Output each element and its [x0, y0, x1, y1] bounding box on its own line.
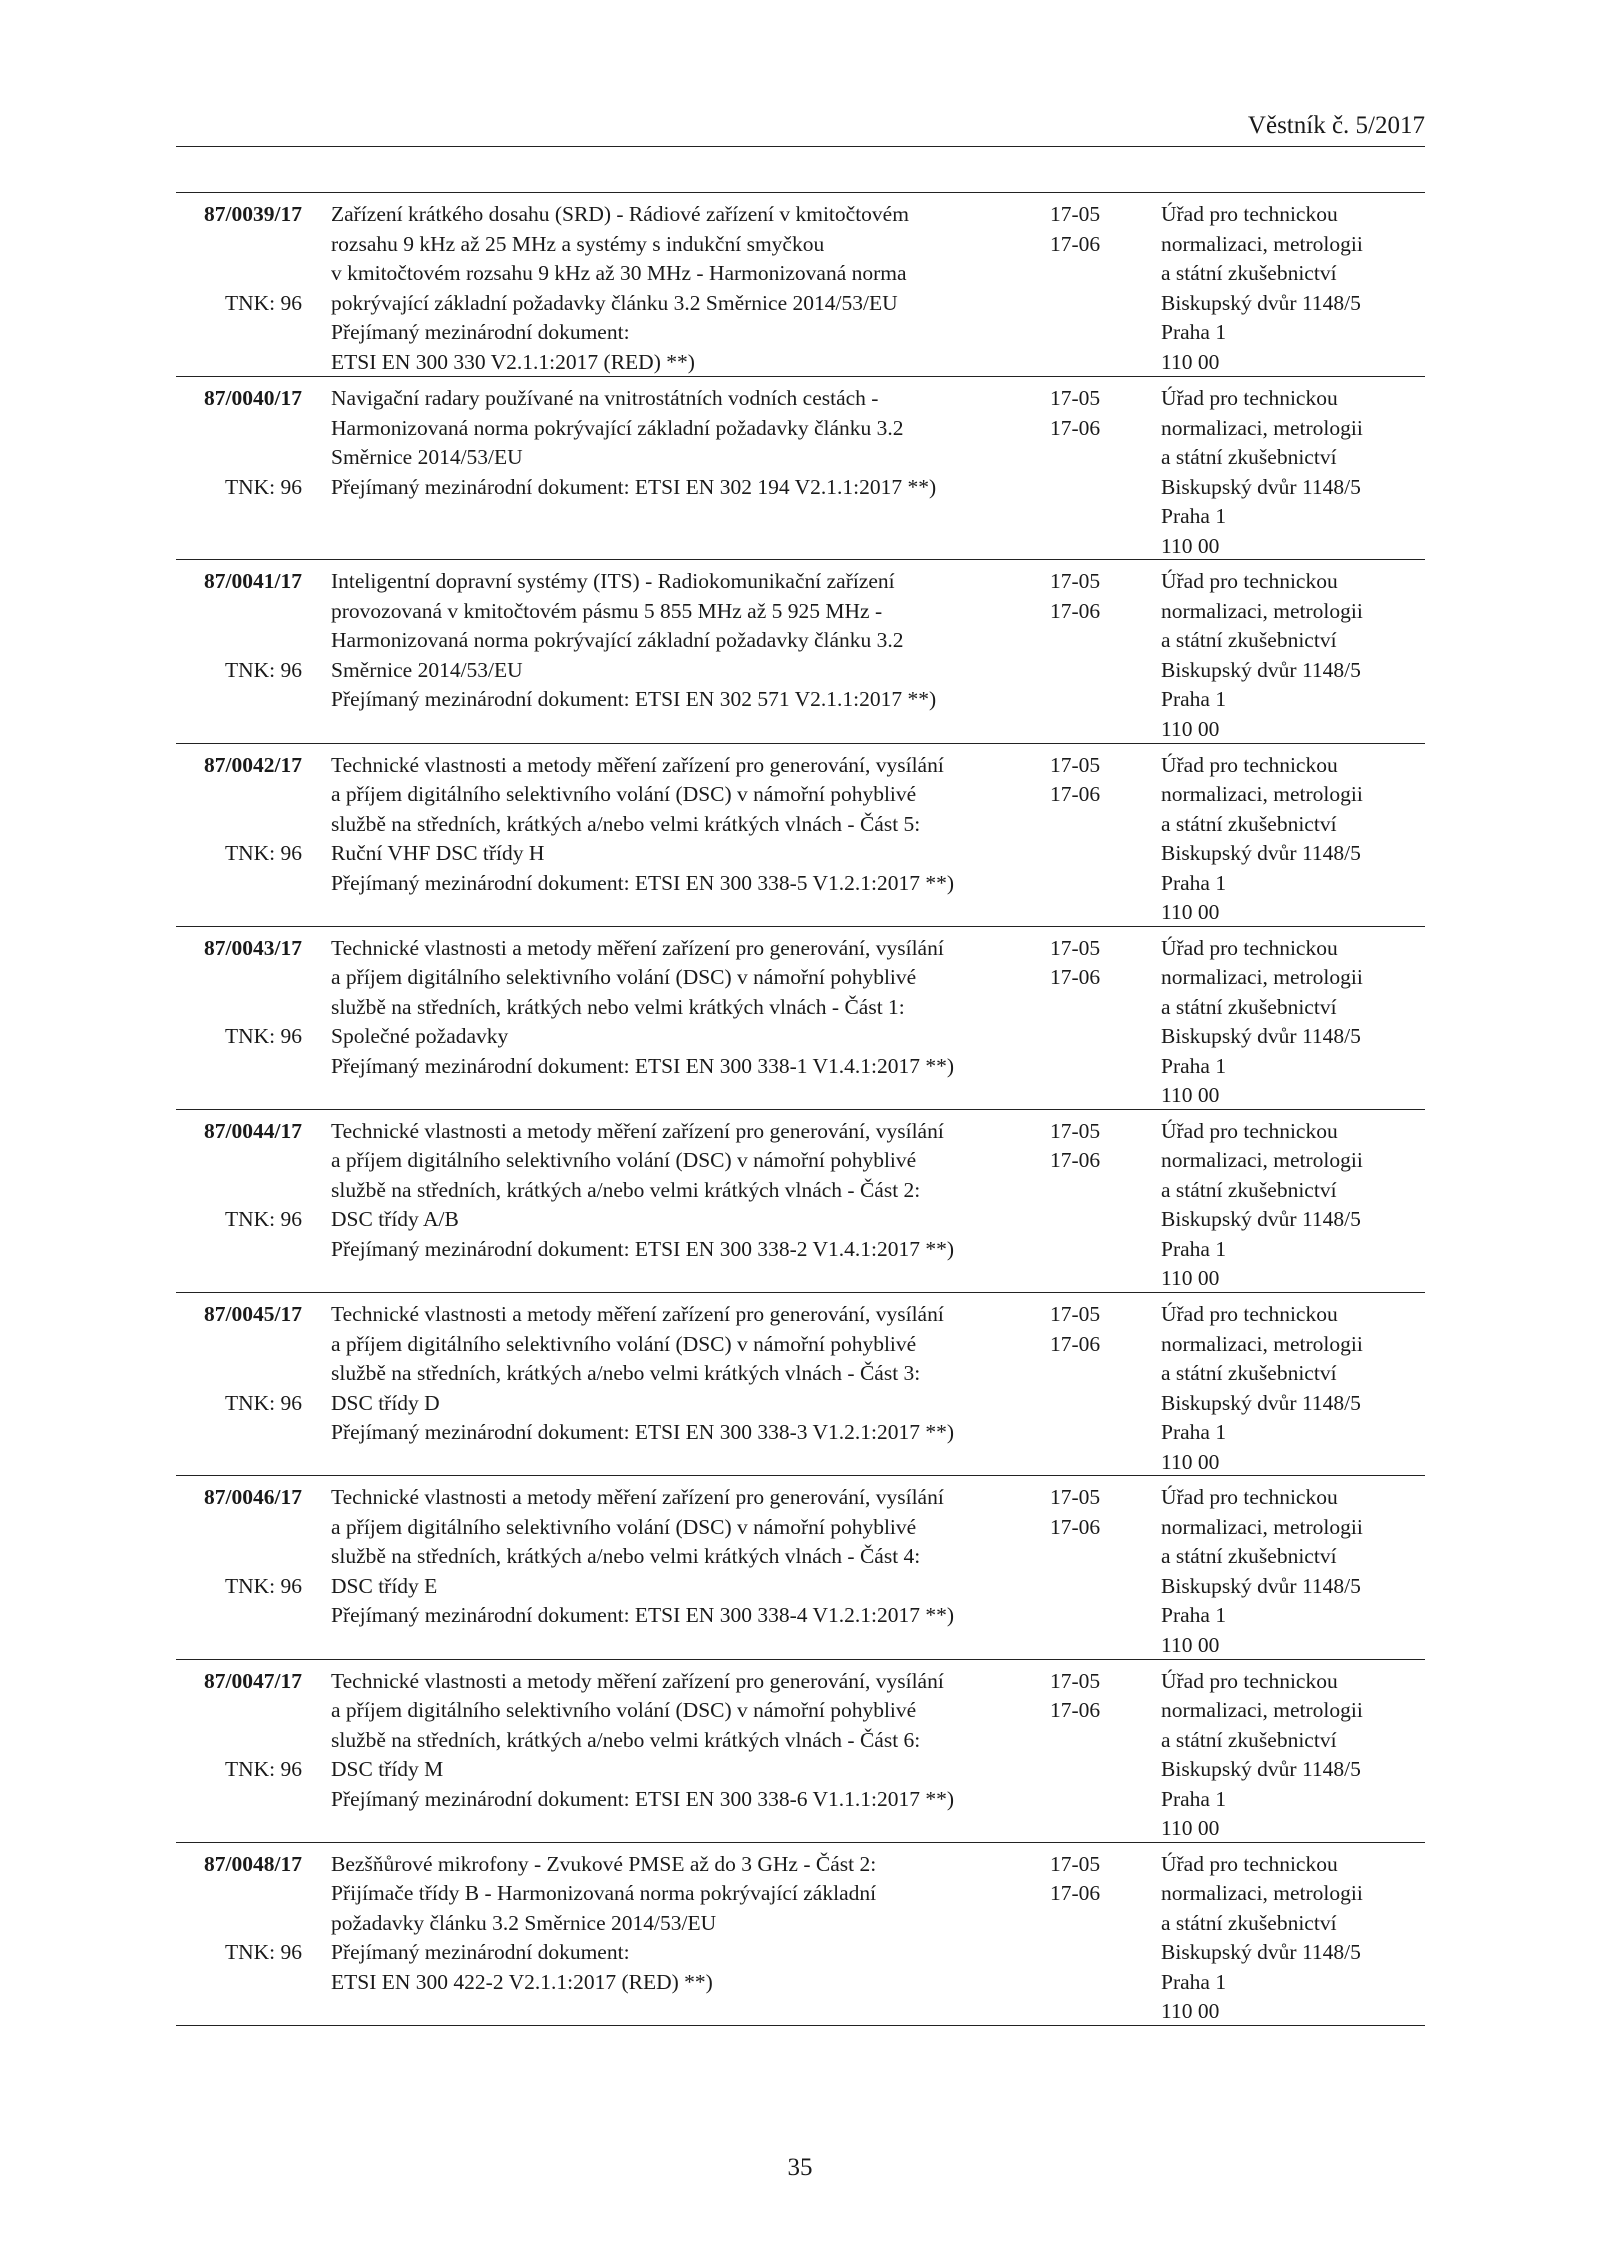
entry-codes — [1050, 384, 1140, 443]
entry-codes — [1050, 1483, 1140, 1542]
office-address-line: Biskupský dvůr 1148/5 — [1161, 290, 1361, 315]
classification-code: 17-06 — [1050, 1148, 1101, 1173]
tnk-label: TNK: 96 — [224, 1573, 302, 1598]
entry-description — [331, 200, 1051, 377]
entry-codes — [1050, 751, 1140, 810]
table-row — [176, 1475, 1425, 1658]
office-address-line: a státní zkušebnictví — [1161, 1727, 1337, 1752]
description-line: ETSI EN 300 422-2 V2.1.1:2017 (RED) **) — [331, 1969, 713, 1994]
table-row — [176, 743, 1425, 926]
description-line: Technické vlastnosti a metody měření zařízení pro generování, vysílání — [331, 752, 944, 777]
description-line: Technické vlastnosti a metody měření zařízení pro generování, vysílání — [331, 1485, 944, 1510]
office-address-line: 110 00 — [1161, 1632, 1220, 1657]
office-address-line: Praha 1 — [1161, 504, 1227, 529]
office-address-line: 110 00 — [1161, 716, 1220, 741]
classification-code: 17-05 — [1050, 752, 1101, 777]
description-line: Přejímaný mezinárodní dokument: ETSI EN 300 338-5 V1.2.1:2017 **) — [331, 870, 955, 895]
description-line: Inteligentní dopravní systémy (ITS) - Radiokomunikační zařízení — [331, 569, 895, 594]
office-address — [1161, 200, 1425, 377]
classification-code: 17-06 — [1050, 1698, 1101, 1722]
description-line: Přejímaný mezinárodní dokument: ETSI EN 302 194 V2.1.1:2017 **) — [331, 474, 937, 499]
entry-description — [331, 1483, 1051, 1631]
description-line: pokrývající základní požadavky článku 3.2 Směrnice 2014/53/EU — [331, 290, 898, 315]
office-address-line: Praha 1 — [1161, 870, 1227, 895]
office-address-line: Úřad pro technickou — [1161, 1668, 1338, 1693]
table-row — [176, 376, 1425, 559]
office-address-line: Úřad pro technickou — [1161, 569, 1338, 594]
table-row — [176, 1659, 1425, 1842]
description-line: Zařízení krátkého dosahu (SRD) - Rádiové zařízení v kmitočtovém — [331, 202, 909, 226]
classification-code: 17-05 — [1050, 202, 1101, 226]
description-line: a příjem digitálního selektivního volání (DSC) v námořní pohyblivé — [331, 782, 917, 807]
tnk-label: TNK: 96 — [224, 1207, 302, 1232]
entry-codes — [1050, 1117, 1140, 1176]
classification-code: 17-06 — [1050, 1331, 1101, 1356]
office-address-line: Biskupský dvůr 1148/5 — [1161, 1390, 1361, 1415]
office-address-line: Praha 1 — [1161, 1053, 1227, 1078]
description-line: Přejímaný mezinárodní dokument: ETSI EN 302 571 V2.1.1:2017 **) — [331, 687, 937, 712]
office-address — [1161, 1300, 1425, 1477]
description-line: Přejímaný mezinárodní dokument: ETSI EN 300 338-4 V1.2.1:2017 **) — [331, 1603, 955, 1628]
entry-number-column — [176, 1667, 302, 1785]
office-address-line: normalizaci, metrologii — [1161, 415, 1363, 440]
description-line: rozsahu 9 kHz až 25 MHz a systémy s indukční smyčkou — [331, 231, 825, 256]
entry-description — [331, 1300, 1051, 1448]
office-address-line: Úřad pro technickou — [1161, 386, 1338, 411]
entry-number: 87/0046/17 — [204, 1485, 302, 1510]
office-address-line: 110 00 — [1161, 1816, 1220, 1840]
office-address-line: a státní zkušebnictví — [1161, 1544, 1337, 1569]
office-address-line: normalizaci, metrologii — [1161, 1514, 1363, 1539]
office-address-line: 110 00 — [1161, 349, 1220, 374]
entry-description — [331, 1667, 1051, 1815]
entry-codes — [1050, 1300, 1140, 1359]
description-line: a příjem digitálního selektivního volání (DSC) v námořní pohyblivé — [331, 965, 917, 990]
table-row — [176, 1109, 1425, 1292]
entry-description — [331, 1850, 1051, 1998]
office-address-line: normalizaci, metrologii — [1161, 1148, 1363, 1173]
office-address — [1161, 567, 1425, 744]
entry-number-column — [176, 1850, 302, 1968]
office-address-line: normalizaci, metrologii — [1161, 1698, 1363, 1722]
classification-code: 17-06 — [1050, 415, 1101, 440]
entry-codes — [1050, 1850, 1140, 1909]
entry-number-column — [176, 934, 302, 1052]
classification-code: 17-05 — [1050, 569, 1101, 594]
tnk-label: TNK: 96 — [224, 841, 302, 866]
classification-code: 17-06 — [1050, 782, 1101, 807]
description-line: Přejímaný mezinárodní dokument: — [331, 1940, 630, 1965]
description-line: DSC třídy M — [331, 1757, 444, 1781]
description-line: službě na středních, krátkých a/nebo velmi krátkých vlnách - Část 4: — [331, 1544, 921, 1569]
description-line: Ruční VHF DSC třídy H — [331, 841, 545, 866]
office-address — [1161, 1667, 1425, 1844]
classification-code: 17-05 — [1050, 935, 1101, 960]
office-address-line: Biskupský dvůr 1148/5 — [1161, 1940, 1361, 1965]
office-address-line: 110 00 — [1161, 1449, 1220, 1474]
entry-description — [331, 1117, 1051, 1265]
standards-table — [176, 192, 1425, 2026]
office-address-line: Úřad pro technickou — [1161, 1302, 1338, 1327]
description-line: Směrnice 2014/53/EU — [331, 657, 523, 682]
tnk-label: TNK: 96 — [224, 290, 302, 315]
description-line: Harmonizovaná norma pokrývající základní požadavky článku 3.2 — [331, 628, 904, 653]
tnk-label: TNK: 96 — [224, 1390, 302, 1415]
classification-code: 17-06 — [1050, 1881, 1101, 1906]
office-address-line: 110 00 — [1161, 900, 1220, 925]
office-address-line: normalizaci, metrologii — [1161, 1881, 1363, 1906]
entry-description — [331, 567, 1051, 715]
description-line: Přijímače třídy B - Harmonizovaná norma pokrývající základní — [331, 1881, 877, 1906]
office-address-line: Úřad pro technickou — [1161, 1118, 1338, 1143]
entry-number: 87/0045/17 — [204, 1302, 302, 1327]
description-line: požadavky článku 3.2 Směrnice 2014/53/EU — [331, 1910, 717, 1935]
table-row — [176, 1292, 1425, 1475]
classification-code: 17-05 — [1050, 1118, 1101, 1143]
office-address-line: 110 00 — [1161, 533, 1220, 558]
tnk-label: TNK: 96 — [224, 657, 302, 682]
entry-number: 87/0047/17 — [204, 1668, 302, 1693]
office-address-line: a státní zkušebnictví — [1161, 261, 1337, 285]
description-line: provozovaná v kmitočtovém pásmu 5 855 MHz až 5 925 MHz - — [331, 598, 883, 623]
classification-code: 17-06 — [1050, 1514, 1101, 1539]
entry-number-column — [176, 200, 302, 318]
entry-number: 87/0040/17 — [204, 386, 302, 411]
office-address-line: Praha 1 — [1161, 1969, 1227, 1994]
description-line: službě na středních, krátkých a/nebo velmi krátkých vlnách - Část 5: — [331, 811, 921, 836]
description-line: Harmonizovaná norma pokrývající základní požadavky článku 3.2 — [331, 415, 904, 440]
description-line: DSC třídy E — [331, 1573, 438, 1598]
entry-number-column — [176, 384, 302, 502]
description-line: Bezšňůrové mikrofony - Zvukové PMSE až do 3 GHz - Část 2: — [331, 1851, 877, 1876]
description-line: a příjem digitálního selektivního volání (DSC) v námořní pohyblivé — [331, 1698, 917, 1722]
classification-code: 17-05 — [1050, 1668, 1101, 1693]
description-line: Navigační radary používané na vnitrostátních vodních cestách - — [331, 386, 879, 411]
table-row — [176, 926, 1425, 1109]
office-address-line: Praha 1 — [1161, 1603, 1227, 1628]
office-address-line: 110 00 — [1161, 1266, 1220, 1291]
description-line: DSC třídy A/B — [331, 1207, 459, 1232]
entry-number-column — [176, 751, 302, 869]
office-address-line: Biskupský dvůr 1148/5 — [1161, 1757, 1361, 1781]
office-address-line: Úřad pro technickou — [1161, 1851, 1338, 1876]
entry-codes — [1050, 567, 1140, 626]
office-address-line: a státní zkušebnictví — [1161, 628, 1337, 653]
office-address — [1161, 1483, 1425, 1660]
office-address-line: Biskupský dvůr 1148/5 — [1161, 1573, 1361, 1598]
office-address-line: Biskupský dvůr 1148/5 — [1161, 1024, 1361, 1049]
entry-number: 87/0044/17 — [204, 1118, 302, 1143]
description-line: a příjem digitálního selektivního volání (DSC) v námořní pohyblivé — [331, 1331, 917, 1356]
description-line: v kmitočtovém rozsahu 9 kHz až 30 MHz - Harmonizovaná norma — [331, 261, 907, 285]
table-row — [176, 193, 1425, 376]
office-address-line: a státní zkušebnictví — [1161, 1177, 1337, 1202]
description-line: ETSI EN 300 330 V2.1.1:2017 (RED) **) — [331, 349, 695, 374]
entry-number-column — [176, 1117, 302, 1235]
page-number: 35 — [787, 2154, 813, 2181]
description-line: Směrnice 2014/53/EU — [331, 445, 523, 470]
entry-codes — [1050, 200, 1140, 259]
entry-number-column — [176, 567, 302, 685]
office-address — [1161, 1117, 1425, 1294]
description-line: Společné požadavky — [331, 1024, 509, 1049]
description-line: Přejímaný mezinárodní dokument: ETSI EN 300 338-1 V1.4.1:2017 **) — [331, 1053, 955, 1078]
description-line: a příjem digitálního selektivního volání (DSC) v námořní pohyblivé — [331, 1514, 917, 1539]
description-line: Přejímaný mezinárodní dokument: ETSI EN 300 338-6 V1.1.1:2017 **) — [331, 1786, 955, 1811]
tnk-label: TNK: 96 — [224, 1024, 302, 1049]
table-row — [176, 559, 1425, 742]
office-address-line: Úřad pro technickou — [1161, 1485, 1338, 1510]
office-address-line: a státní zkušebnictví — [1161, 1361, 1337, 1386]
office-address-line: Praha 1 — [1161, 1420, 1227, 1445]
entry-number-column — [176, 1483, 302, 1601]
entry-number: 87/0041/17 — [204, 569, 302, 594]
office-address-line: Biskupský dvůr 1148/5 — [1161, 474, 1361, 499]
office-address-line: normalizaci, metrologii — [1161, 965, 1363, 990]
page-header — [176, 108, 1425, 147]
office-address-line: normalizaci, metrologii — [1161, 1331, 1363, 1356]
tnk-label: TNK: 96 — [224, 1940, 302, 1965]
office-address-line: 110 00 — [1161, 1999, 1220, 2024]
office-address-line: Biskupský dvůr 1148/5 — [1161, 841, 1361, 866]
description-line: Technické vlastnosti a metody měření zařízení pro generování, vysílání — [331, 935, 944, 960]
office-address — [1161, 934, 1425, 1111]
office-address-line: normalizaci, metrologii — [1161, 231, 1363, 256]
office-address — [1161, 751, 1425, 928]
description-line: Technické vlastnosti a metody měření zařízení pro generování, vysílání — [331, 1668, 944, 1693]
classification-code: 17-05 — [1050, 1302, 1101, 1327]
entry-codes — [1050, 1667, 1140, 1726]
description-line: službě na středních, krátkých a/nebo velmi krátkých vlnách - Část 2: — [331, 1177, 921, 1202]
classification-code: 17-05 — [1050, 1851, 1101, 1876]
office-address-line: normalizaci, metrologii — [1161, 782, 1363, 807]
office-address-line: a státní zkušebnictví — [1161, 1910, 1337, 1935]
office-address-line: 110 00 — [1161, 1083, 1220, 1108]
office-address — [1161, 384, 1425, 561]
description-line: Přejímaný mezinárodní dokument: — [331, 320, 630, 344]
table-row — [176, 1842, 1425, 2025]
office-address-line: Praha 1 — [1161, 320, 1227, 344]
tnk-label: TNK: 96 — [224, 474, 302, 499]
entry-number: 87/0048/17 — [204, 1851, 302, 1876]
description-line: Technické vlastnosti a metody měření zařízení pro generování, vysílání — [331, 1302, 944, 1327]
entry-number: 87/0043/17 — [204, 935, 302, 960]
description-line: a příjem digitálního selektivního volání (DSC) v námořní pohyblivé — [331, 1148, 917, 1173]
description-line: službě na středních, krátkých a/nebo velmi krátkých vlnách - Část 3: — [331, 1361, 921, 1386]
office-address-line: Úřad pro technickou — [1161, 202, 1338, 226]
description-line: DSC třídy D — [331, 1390, 440, 1415]
description-line: Přejímaný mezinárodní dokument: ETSI EN 300 338-3 V1.2.1:2017 **) — [331, 1420, 955, 1445]
description-line: Přejímaný mezinárodní dokument: ETSI EN 300 338-2 V1.4.1:2017 **) — [331, 1236, 955, 1261]
description-line: Technické vlastnosti a metody měření zařízení pro generování, vysílání — [331, 1118, 944, 1143]
office-address-line: Biskupský dvůr 1148/5 — [1161, 657, 1361, 682]
description-line: službě na středních, krátkých a/nebo velmi krátkých vlnách - Část 6: — [331, 1727, 921, 1752]
classification-code: 17-05 — [1050, 1485, 1101, 1510]
entry-number-column — [176, 1300, 302, 1418]
classification-code: 17-06 — [1050, 965, 1101, 990]
entry-number: 87/0039/17 — [204, 202, 302, 226]
classification-code: 17-06 — [1050, 231, 1101, 256]
entry-codes — [1050, 934, 1140, 993]
description-line: službě na středních, krátkých nebo velmi krátkých vlnách - Část 1: — [331, 994, 905, 1019]
office-address-line: a státní zkušebnictví — [1161, 994, 1337, 1019]
classification-code: 17-06 — [1050, 598, 1101, 623]
office-address-line: Úřad pro technickou — [1161, 752, 1338, 777]
entry-description — [331, 934, 1051, 1082]
tnk-label: TNK: 96 — [224, 1757, 302, 1781]
office-address-line: Praha 1 — [1161, 1786, 1227, 1811]
office-address-line: Biskupský dvůr 1148/5 — [1161, 1207, 1361, 1232]
entry-description — [331, 384, 1051, 502]
office-address-line: Praha 1 — [1161, 1236, 1227, 1261]
journal-title: Věstník č. 5/2017 — [1247, 112, 1425, 139]
office-address-line: normalizaci, metrologii — [1161, 598, 1363, 623]
entry-number: 87/0042/17 — [204, 752, 302, 777]
office-address-line: Úřad pro technickou — [1161, 935, 1338, 960]
entry-description — [331, 751, 1051, 899]
office-address-line: a státní zkušebnictví — [1161, 811, 1337, 836]
office-address-line: Praha 1 — [1161, 687, 1227, 712]
classification-code: 17-05 — [1050, 386, 1101, 411]
office-address — [1161, 1850, 1425, 2027]
office-address-line: a státní zkušebnictví — [1161, 445, 1337, 470]
